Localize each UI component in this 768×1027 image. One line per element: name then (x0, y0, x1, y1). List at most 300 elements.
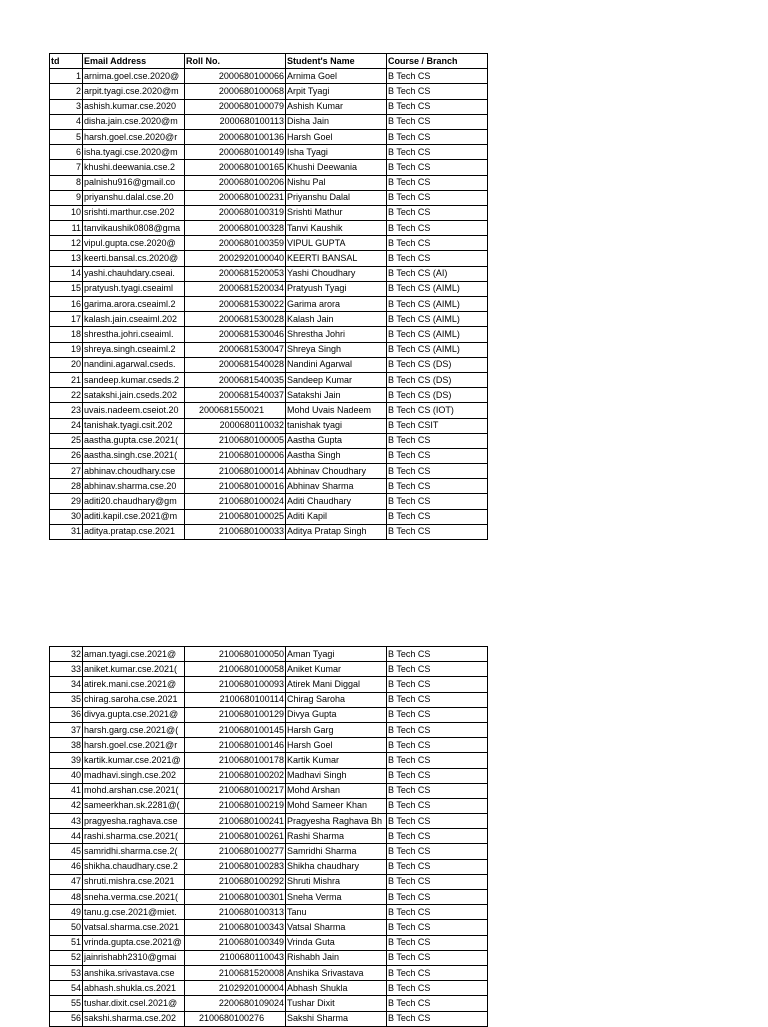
cell-id[interactable]: 44 (50, 829, 83, 844)
cell-id[interactable]: 8 (50, 175, 83, 190)
cell-roll[interactable]: 2102920100004 (185, 981, 286, 996)
cell-roll[interactable]: 2100680100349 (185, 935, 286, 950)
cell-id[interactable]: 41 (50, 783, 83, 798)
cell-id[interactable]: 37 (50, 722, 83, 737)
cell-roll[interactable]: 2000680100165 (185, 160, 286, 175)
cell-id[interactable]: 11 (50, 221, 83, 236)
cell-roll[interactable]: 2100680100014 (185, 464, 286, 479)
cell-email[interactable]: rashi.sharma.cse.2021( (83, 829, 185, 844)
cell-name[interactable]: Harsh Goel (286, 129, 387, 144)
table-row (50, 950, 488, 965)
cell-roll[interactable]: 2000680100068 (185, 84, 286, 99)
cell-name[interactable]: Shrestha Johri (286, 327, 387, 342)
cell-course[interactable]: B Tech CS (387, 722, 488, 737)
cell-id[interactable]: 5 (50, 129, 83, 144)
cell-course[interactable]: B Tech CS (387, 84, 488, 99)
cell-name[interactable]: Vrinda Guta (286, 935, 387, 950)
cell-email[interactable]: harsh.goel.cse.2021@r (83, 738, 185, 753)
cell-name[interactable]: Satakshi Jain (286, 388, 387, 403)
cell-name[interactable]: Sneha Verma (286, 890, 387, 905)
cell-email[interactable]: tanu.g.cse.2021@miet. (83, 905, 185, 920)
cell-roll[interactable]: 2000681530046 (185, 327, 286, 342)
cell-email[interactable]: aniket.kumar.cse.2021( (83, 662, 185, 677)
cell-email[interactable]: khushi.deewania.cse.2 (83, 160, 185, 175)
cell-course[interactable]: B Tech CS (387, 707, 488, 722)
cell-name[interactable]: Arpit Tyagi (286, 84, 387, 99)
cell-course[interactable]: B Tech CS (DS) (387, 372, 488, 387)
cell-name[interactable]: Tanvi Kaushik (286, 221, 387, 236)
cell-course[interactable]: B Tech CS (387, 160, 488, 175)
cell-email[interactable]: madhavi.singh.cse.202 (83, 768, 185, 783)
cell-email[interactable]: pratyush.tyagi.cseaiml (83, 281, 185, 296)
cell-id[interactable]: 47 (50, 874, 83, 889)
cell-roll[interactable]: 2000680100136 (185, 129, 286, 144)
cell-roll[interactable]: 2100680100277 (185, 844, 286, 859)
cell-name[interactable]: Abhinav Sharma (286, 479, 387, 494)
cell-id[interactable]: 25 (50, 433, 83, 448)
cell-email[interactable]: mohd.arshan.cse.2021( (83, 783, 185, 798)
cell-course[interactable]: B Tech CS (387, 677, 488, 692)
cell-roll[interactable]: 2000681530047 (185, 342, 286, 357)
cell-course[interactable]: B Tech CS (AIML) (387, 297, 488, 312)
cell-roll[interactable]: 2100680100016 (185, 479, 286, 494)
cell-roll[interactable]: 2200680109024 (185, 996, 286, 1011)
cell-name[interactable]: Shikha chaudhary (286, 859, 387, 874)
cell-id[interactable]: 10 (50, 205, 83, 220)
cell-course[interactable]: B Tech CS (387, 996, 488, 1011)
cell-name[interactable]: Disha Jain (286, 114, 387, 129)
table-row (50, 221, 488, 236)
cell-email[interactable]: keerti.bansal.cs.2020@ (83, 251, 185, 266)
cell-name[interactable]: Sakshi Sharma (286, 1011, 387, 1026)
cell-name[interactable]: Priyanshu Dalal (286, 190, 387, 205)
cell-id[interactable]: 34 (50, 677, 83, 692)
cell-email[interactable]: atirek.mani.cse.2021@ (83, 677, 185, 692)
table-row (50, 662, 488, 677)
cell-id[interactable]: 21 (50, 372, 83, 387)
cell-email[interactable]: vipul.gupta.cse.2020@ (83, 236, 185, 251)
cell-course[interactable]: B Tech CS (387, 783, 488, 798)
cell-name[interactable]: Pragyesha Raghava Bh (286, 814, 387, 829)
cell-id[interactable]: 48 (50, 890, 83, 905)
cell-email[interactable]: srishti.marthur.cse.202 (83, 205, 185, 220)
cell-name[interactable]: Sandeep Kumar (286, 372, 387, 387)
cell-course[interactable]: B Tech CS (387, 753, 488, 768)
cell-id[interactable]: 50 (50, 920, 83, 935)
cell-course[interactable]: B Tech CS (387, 738, 488, 753)
table-row (50, 722, 488, 737)
cell-roll[interactable]: 2000681520053 (185, 266, 286, 281)
cell-roll[interactable]: 2000680100328 (185, 221, 286, 236)
cell-name[interactable]: Pratyush Tyagi (286, 281, 387, 296)
cell-name[interactable]: KEERTI BANSAL (286, 251, 387, 266)
cell-name[interactable]: Shreya Singh (286, 342, 387, 357)
cell-roll[interactable]: 2100680100301 (185, 890, 286, 905)
table-row (50, 160, 488, 175)
cell-name[interactable]: Nishu Pal (286, 175, 387, 190)
table-row (50, 920, 488, 935)
cell-id[interactable]: 6 (50, 145, 83, 160)
cell-roll[interactable]: 2000680100319 (185, 205, 286, 220)
header-roll[interactable]: Roll No. (185, 54, 286, 69)
cell-course[interactable]: B Tech CS (387, 981, 488, 996)
cell-name[interactable]: Mohd Arshan (286, 783, 387, 798)
cell-email[interactable]: tanishak.tyagi.csit.202 (83, 418, 185, 433)
cell-name[interactable]: Aastha Singh (286, 448, 387, 463)
cell-roll[interactable]: 2000681530028 (185, 312, 286, 327)
cell-email[interactable]: pragyesha.raghava.cse (83, 814, 185, 829)
cell-email[interactable]: sameerkhan.sk.2281@( (83, 798, 185, 813)
cell-id[interactable]: 45 (50, 844, 83, 859)
cell-id[interactable]: 19 (50, 342, 83, 357)
cell-name[interactable]: Kartik Kumar (286, 753, 387, 768)
cell-roll[interactable]: 2100680100058 (185, 662, 286, 677)
cell-roll[interactable]: 2100680110043 (185, 950, 286, 965)
cell-roll[interactable]: 2100680100146 (185, 738, 286, 753)
cell-name[interactable]: Aastha Gupta (286, 433, 387, 448)
cell-email[interactable]: disha.jain.cse.2020@m (83, 114, 185, 129)
cell-roll[interactable]: 2100680100114 (185, 692, 286, 707)
cell-course[interactable]: B Tech CS (387, 99, 488, 114)
cell-id[interactable]: 2 (50, 84, 83, 99)
cell-email[interactable]: aditi.kapil.cse.2021@m (83, 509, 185, 524)
cell-name[interactable]: Harsh Goel (286, 738, 387, 753)
cell-id[interactable]: 49 (50, 905, 83, 920)
cell-roll[interactable]: 2000680100149 (185, 145, 286, 160)
cell-roll[interactable]: 2100680100050 (185, 647, 286, 662)
cell-course[interactable]: B Tech CS (387, 221, 488, 236)
cell-course[interactable]: B Tech CS (387, 205, 488, 220)
cell-email[interactable]: satakshi.jain.cseds.202 (83, 388, 185, 403)
cell-course[interactable]: B Tech CS (387, 920, 488, 935)
cell-name[interactable]: Khushi Deewania (286, 160, 387, 175)
cell-roll[interactable]: 2000680100079 (185, 99, 286, 114)
cell-course[interactable]: B Tech CS (AIML) (387, 327, 488, 342)
table-header-row (50, 54, 488, 69)
cell-course[interactable]: B Tech CS (387, 798, 488, 813)
cell-name[interactable]: Srishti Mathur (286, 205, 387, 220)
cell-email[interactable]: harsh.garg.cse.2021@( (83, 722, 185, 737)
cell-roll[interactable]: 2100680100145 (185, 722, 286, 737)
cell-roll[interactable]: 2100680100025 (185, 509, 286, 524)
cell-id[interactable]: 42 (50, 798, 83, 813)
cell-email[interactable]: arnima.goel.cse.2020@ (83, 69, 185, 84)
cell-email[interactable]: anshika.srivastava.cse (83, 965, 185, 980)
cell-name[interactable]: Aniket Kumar (286, 662, 387, 677)
cell-roll[interactable]: 2100680100033 (185, 524, 286, 539)
cell-email[interactable]: shreya.singh.cseaiml.2 (83, 342, 185, 357)
cell-course[interactable]: B Tech CS (AI) (387, 266, 488, 281)
cell-roll[interactable]: 2000681540037 (185, 388, 286, 403)
cell-course[interactable]: B Tech CS (387, 509, 488, 524)
cell-email[interactable]: garima.arora.cseaiml.2 (83, 297, 185, 312)
cell-course[interactable]: B Tech CS (387, 524, 488, 539)
cell-course[interactable]: B Tech CS (387, 768, 488, 783)
cell-course[interactable]: B Tech CS (DS) (387, 388, 488, 403)
cell-name[interactable]: Shruti Mishra (286, 874, 387, 889)
cell-email[interactable]: chirag.saroha.cse.2021 (83, 692, 185, 707)
table-row (50, 798, 488, 813)
cell-name[interactable]: Isha Tyagi (286, 145, 387, 160)
table-row (50, 281, 488, 296)
cell-id[interactable]: 38 (50, 738, 83, 753)
cell-name[interactable]: Vatsal Sharma (286, 920, 387, 935)
cell-email[interactable]: ashish.kumar.cse.2020 (83, 99, 185, 114)
cell-course[interactable]: B Tech CS (387, 69, 488, 84)
cell-course[interactable]: B Tech CS (AIML) (387, 342, 488, 357)
cell-id[interactable]: 17 (50, 312, 83, 327)
cell-roll[interactable]: 2100680100276 (185, 1011, 286, 1026)
cell-email[interactable]: shrestha.johri.cseaiml. (83, 327, 185, 342)
cell-course[interactable]: B Tech CS (387, 950, 488, 965)
cell-email[interactable]: samridhi.sharma.cse.2( (83, 844, 185, 859)
cell-name[interactable]: Abhinav Choudhary (286, 464, 387, 479)
cell-id[interactable]: 27 (50, 464, 83, 479)
cell-email[interactable]: aman.tyagi.cse.2021@ (83, 647, 185, 662)
cell-email[interactable]: divya.gupta.cse.2021@ (83, 707, 185, 722)
cell-id[interactable]: 32 (50, 647, 83, 662)
table-row (50, 844, 488, 859)
cell-email[interactable]: shikha.chaudhary.cse.2 (83, 859, 185, 874)
cell-name[interactable]: Nandini Agarwal (286, 357, 387, 372)
cell-id[interactable]: 12 (50, 236, 83, 251)
cell-course[interactable]: B Tech CS (387, 692, 488, 707)
cell-course[interactable]: B Tech CS (387, 175, 488, 190)
cell-email[interactable]: aditya.pratap.cse.2021 (83, 524, 185, 539)
cell-email[interactable]: sandeep.kumar.cseds.2 (83, 372, 185, 387)
cell-email[interactable]: tushar.dixit.csel.2021@ (83, 996, 185, 1011)
cell-id[interactable]: 13 (50, 251, 83, 266)
cell-roll[interactable]: 2100680100093 (185, 677, 286, 692)
cell-id[interactable]: 24 (50, 418, 83, 433)
cell-id[interactable]: 4 (50, 114, 83, 129)
cell-email[interactable]: uvais.nadeem.cseiot.20 (83, 403, 185, 418)
cell-id[interactable]: 1 (50, 69, 83, 84)
cell-id[interactable]: 14 (50, 266, 83, 281)
cell-roll[interactable]: 2100680100178 (185, 753, 286, 768)
cell-course[interactable]: B Tech CS (387, 829, 488, 844)
cell-id[interactable]: 9 (50, 190, 83, 205)
table-row (50, 692, 488, 707)
cell-roll[interactable]: 2100680100343 (185, 920, 286, 935)
cell-roll[interactable]: 2100680100202 (185, 768, 286, 783)
cell-course[interactable]: B Tech CS (387, 905, 488, 920)
cell-name[interactable]: Madhavi Singh (286, 768, 387, 783)
cell-course[interactable]: B Tech CS (387, 479, 488, 494)
cell-email[interactable]: abhash.shukla.cs.2021 (83, 981, 185, 996)
cell-id[interactable]: 36 (50, 707, 83, 722)
cell-name[interactable]: Yashi Choudhary (286, 266, 387, 281)
cell-email[interactable]: abhinav.choudhary.cse (83, 464, 185, 479)
cell-course[interactable]: B Tech CS (387, 1011, 488, 1026)
header-email[interactable]: Email Address (83, 54, 185, 69)
cell-roll[interactable]: 2100680100313 (185, 905, 286, 920)
cell-course[interactable]: B Tech CS (387, 236, 488, 251)
cell-email[interactable]: sneha.verma.cse.2021( (83, 890, 185, 905)
cell-course[interactable]: B Tech CS (IOT) (387, 403, 488, 418)
cell-course[interactable]: B Tech CS (387, 190, 488, 205)
cell-email[interactable]: yashi.chauhdary.cseai. (83, 266, 185, 281)
cell-email[interactable]: kalash.jain.cseaiml.202 (83, 312, 185, 327)
cell-name[interactable]: VIPUL GUPTA (286, 236, 387, 251)
table-row (50, 448, 488, 463)
cell-name[interactable]: Mohd Uvais Nadeem (286, 403, 387, 418)
cell-course[interactable]: B Tech CS (387, 935, 488, 950)
cell-id[interactable]: 3 (50, 99, 83, 114)
cell-roll[interactable]: 2100680100261 (185, 829, 286, 844)
cell-course[interactable]: B Tech CS (387, 145, 488, 160)
cell-name[interactable]: Aman Tyagi (286, 647, 387, 662)
cell-course[interactable]: B Tech CS (387, 129, 488, 144)
cell-roll[interactable]: 2000681530022 (185, 297, 286, 312)
cell-id[interactable]: 30 (50, 509, 83, 524)
cell-email[interactable]: harsh.goel.cse.2020@r (83, 129, 185, 144)
cell-id[interactable]: 55 (50, 996, 83, 1011)
cell-id[interactable]: 46 (50, 859, 83, 874)
cell-roll[interactable]: 2100680100006 (185, 448, 286, 463)
cell-name[interactable]: Aditya Pratap Singh (286, 524, 387, 539)
cell-id[interactable]: 39 (50, 753, 83, 768)
cell-course[interactable]: B Tech CS (387, 662, 488, 677)
cell-course[interactable]: B Tech CS (DS) (387, 357, 488, 372)
header-course[interactable]: Course / Branch (387, 54, 488, 69)
cell-roll[interactable]: 2000681550021 (185, 403, 286, 418)
cell-id[interactable]: 23 (50, 403, 83, 418)
cell-id[interactable]: 18 (50, 327, 83, 342)
cell-name[interactable]: Rishabh Jain (286, 950, 387, 965)
cell-roll[interactable]: 2100680100129 (185, 707, 286, 722)
cell-roll[interactable]: 2100680100005 (185, 433, 286, 448)
cell-roll[interactable]: 2000681540035 (185, 372, 286, 387)
cell-email[interactable]: vrinda.gupta.cse.2021@ (83, 935, 185, 950)
cell-email[interactable]: palnishu916@gmail.co (83, 175, 185, 190)
cell-name[interactable]: Abhash Shukla (286, 981, 387, 996)
cell-id[interactable]: 28 (50, 479, 83, 494)
cell-id[interactable]: 54 (50, 981, 83, 996)
cell-course[interactable]: B Tech CS (387, 433, 488, 448)
cell-roll[interactable]: 2000680110032 (185, 418, 286, 433)
cell-email[interactable]: abhinav.sharma.cse.20 (83, 479, 185, 494)
cell-id[interactable]: 51 (50, 935, 83, 950)
header-id[interactable]: td (50, 54, 83, 69)
cell-roll[interactable]: 2100680100283 (185, 859, 286, 874)
cell-name[interactable]: Tanu (286, 905, 387, 920)
cell-roll[interactable]: 2100681520008 (185, 965, 286, 980)
cell-roll[interactable]: 2000680100066 (185, 69, 286, 84)
cell-id[interactable]: 16 (50, 297, 83, 312)
cell-id[interactable]: 53 (50, 965, 83, 980)
cell-id[interactable]: 26 (50, 448, 83, 463)
cell-roll[interactable]: 2100680100292 (185, 874, 286, 889)
cell-roll[interactable]: 2000680100359 (185, 236, 286, 251)
cell-name[interactable]: Samridhi Sharma (286, 844, 387, 859)
cell-course[interactable]: B Tech CS (AIML) (387, 312, 488, 327)
cell-course[interactable]: B Tech CS (387, 844, 488, 859)
cell-email[interactable]: jainrishabh2310@gmai (83, 950, 185, 965)
cell-roll[interactable]: 2000681520034 (185, 281, 286, 296)
cell-course[interactable]: B Tech CS (387, 494, 488, 509)
cell-roll[interactable]: 2100680100219 (185, 798, 286, 813)
cell-name[interactable]: Ashish Kumar (286, 99, 387, 114)
cell-email[interactable]: shruti.mishra.cse.2021 (83, 874, 185, 889)
cell-email[interactable]: aastha.gupta.cse.2021( (83, 433, 185, 448)
cell-id[interactable]: 29 (50, 494, 83, 509)
cell-id[interactable]: 7 (50, 160, 83, 175)
cell-roll[interactable]: 2100680100217 (185, 783, 286, 798)
cell-email[interactable]: kartik.kumar.cse.2021@ (83, 753, 185, 768)
cell-email[interactable]: aditi20.chaudhary@gm (83, 494, 185, 509)
cell-roll[interactable]: 2100680100241 (185, 814, 286, 829)
cell-id[interactable]: 31 (50, 524, 83, 539)
cell-email[interactable]: arpit.tyagi.cse.2020@m (83, 84, 185, 99)
cell-name[interactable]: Atirek Mani Diggal (286, 677, 387, 692)
cell-roll[interactable]: 2100680100024 (185, 494, 286, 509)
cell-email[interactable]: priyanshu.dalal.cse.20 (83, 190, 185, 205)
cell-course[interactable]: B Tech CS (387, 965, 488, 980)
cell-email[interactable]: sakshi.sharma.cse.202 (83, 1011, 185, 1026)
cell-course[interactable]: B Tech CS (387, 890, 488, 905)
cell-id[interactable]: 56 (50, 1011, 83, 1026)
cell-course[interactable]: B Tech CSIT (387, 418, 488, 433)
cell-email[interactable]: vatsal.sharma.cse.2021 (83, 920, 185, 935)
cell-name[interactable]: Rashi Sharma (286, 829, 387, 844)
cell-course[interactable]: B Tech CS (387, 114, 488, 129)
cell-id[interactable]: 33 (50, 662, 83, 677)
cell-course[interactable]: B Tech CS (387, 647, 488, 662)
cell-name[interactable]: Arnima Goel (286, 69, 387, 84)
cell-roll[interactable]: 2000680100113 (185, 114, 286, 129)
cell-name[interactable]: Divya Gupta (286, 707, 387, 722)
cell-roll[interactable]: 2002920100040 (185, 251, 286, 266)
cell-course[interactable]: B Tech CS (AIML) (387, 281, 488, 296)
cell-roll[interactable]: 2000681540028 (185, 357, 286, 372)
cell-name[interactable]: Harsh Garg (286, 722, 387, 737)
cell-roll[interactable]: 2000680100206 (185, 175, 286, 190)
cell-course[interactable]: B Tech CS (387, 251, 488, 266)
cell-name[interactable]: Mohd Sameer Khan (286, 798, 387, 813)
cell-id[interactable]: 40 (50, 768, 83, 783)
table-row (50, 403, 488, 418)
cell-id[interactable]: 35 (50, 692, 83, 707)
header-name[interactable]: Student's Name (286, 54, 387, 69)
cell-name[interactable]: Aditi Kapil (286, 509, 387, 524)
table-row (50, 996, 488, 1011)
cell-course[interactable]: B Tech CS (387, 814, 488, 829)
cell-email[interactable]: isha.tyagi.cse.2020@m (83, 145, 185, 160)
cell-course[interactable]: B Tech CS (387, 874, 488, 889)
cell-id[interactable]: 15 (50, 281, 83, 296)
cell-id[interactable]: 20 (50, 357, 83, 372)
cell-id[interactable]: 22 (50, 388, 83, 403)
cell-name[interactable]: Garima arora (286, 297, 387, 312)
cell-name[interactable]: Aditi Chaudhary (286, 494, 387, 509)
table-row (50, 327, 488, 342)
cell-name[interactable]: tanishak tyagi (286, 418, 387, 433)
cell-name[interactable]: Kalash Jain (286, 312, 387, 327)
cell-id[interactable]: 52 (50, 950, 83, 965)
cell-email[interactable]: tanvikaushik0808@gma (83, 221, 185, 236)
cell-course[interactable]: B Tech CS (387, 464, 488, 479)
cell-course[interactable]: B Tech CS (387, 448, 488, 463)
cell-roll[interactable]: 2000680100231 (185, 190, 286, 205)
cell-course[interactable]: B Tech CS (387, 859, 488, 874)
cell-email[interactable]: nandini.agarwal.cseds. (83, 357, 185, 372)
cell-email[interactable]: aastha.singh.cse.2021( (83, 448, 185, 463)
cell-name[interactable]: Anshika Srivastava (286, 965, 387, 980)
cell-name[interactable]: Tushar Dixit (286, 996, 387, 1011)
cell-name[interactable]: Chirag Saroha (286, 692, 387, 707)
cell-id[interactable]: 43 (50, 814, 83, 829)
